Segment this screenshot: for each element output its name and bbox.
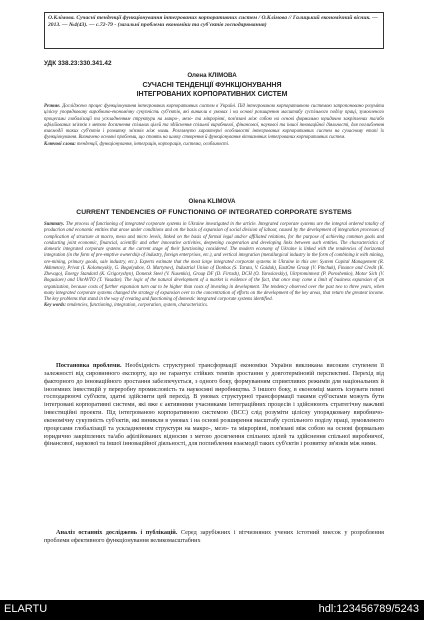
keywords-ua-text: тенденції, функціонування, інтеграція, корпорація, система, особливості. — [77, 141, 230, 147]
repository-name: ELARTU — [4, 603, 48, 615]
paragraph-problem-label: Постановка проблеми. — [56, 362, 122, 369]
abstract-en — [44, 222, 384, 310]
abstract-en-text: The process of functioning of integrated corporate systems in Ukraine investigated in the article. Integrated corporate systems are the integral ordered totality of production and economic entities that arose under conditions and on the basis of expansion of social division of labour, caused by the development of integration processes of complication of structure at macro, meso and micro levels, linked on the basis of formal legal and/or affiliated relations, for the purpose of achieving common goals and conducting joint economic, financial, scientific and other innovative activities, deepening cooperation and developing links between such entities. The characteristics of domestic integrated corporate systems at the current stage of their functioning considered. The modern economy of Ukraine is linked with the tendencies of horizontal integration (in the form of pre-emptive ownership of industry, foreign enterprises, etc.), and vertical integration (metallurgical industry in the form of combining it with mining, ore-mining, primary goods, sale industry, etc.). Experts estimate that the most large integrated corporate systems in Ukraine in this are: System Capital Management (R. Akhmetov), Privat (I. Kolomoyskiy, G. Bogolyubov, O. Martynov), Industrial Union of Donbas (S. Taruta, V. Gaiduk), EastOne Group (V. Pinchuk), Finance and Credit (K. Zhevago), Energy Standard (K. Grigoryshyn), Donetsk Steel (V. Nusenkis), Group DF (D. Firtash), DCH (O. Yaroslavskiy), Ukrpromimvest (P. Poroshenko), Motor Sich (V. Boguslaev) and UkrAVTO (T. Vasadze). The logic of the natural development of a market is evidence of the fact, that once may come a limit of business expansion of an organization, because costs of further expansion turn out to be higher than costs of investing in development. The tendency observed over the past two to three years, when many integrated corporate systems changed the strategy of expansion over to the concentration of efforts on the development of the key areas, that return the greatest income. The key problems that stand in the way of creating and functioning of domestic integrated corporate systems identified. — [44, 222, 384, 302]
paragraph-problem-text: Необхідність структурної трансформації економіки України викликана високим ступенем її залежності від сировинного експорту, що не гарантує стійких темпів зростання у довготерміновій перспективі. Перехід від факторного до інноваційного зростання забезпечується, з одного боку, формуванням сприятливих режимів для національних й іноземних інвестицій у переробну промисловість та наукоємні виробництва. З іншого боку, в економіці мають існувати певні господарюючі суб'єкти, здатні здійснити цей перехід. В умовах структурної трансформації такими суб'єктами можуть бути інтегровані корпоративні системи, які вже є активними учасниками інтеграційних процесів і здійснюють стратегічну важливі інвестиційні проекти. Під інтегрованою корпоративною системою (ВСС) слід розуміти цілісну упорядковану виробничо-економічну сукупність суб'єктів, які виникли в умовах і на основі розширення масштабу суспільного поділу праці, зумовленого процесами глобалізації та ускладненням структури на макро-, мезо- та мікрорівні, пов'язані між собою на основі формально юридично закріплених та/або афілійованих відносин з метою досягнення спільних цілей та здійснення спільної виробничої, фінансової, наукової та іншої інноваційної діяльності, для поглиблення взаємодії таких суб'єктів і розвитку зв'язків між ними. — [44, 362, 384, 448]
paragraph-analysis — [44, 529, 384, 545]
abstract-ua-text: Досліджено процес функціонування інтегрованих корпоративних систем в Україні. Під інтегрованою корпоративною системою запропоновано розуміти цілісну упорядковану виробничо-економічну сукупність суб'єктів, які виникли в умовах і на основі розширення масштабу суспільного поділу праці, зумовленого процесами глобалізації та ускладненням структури на макро-, мезо- та мікрорівні, пов'язані між собою на основі формально юридично закріплених та/або афілійованих зв'язків з метою досягнення спільних цілей та здійснення спільної виробничої, фінансової, наукової та іншої інноваційної діяльності, для поглиблення взаємодії таких суб'єктів і розвитку зв'язків між ними. Розглянуто характерні особливості інтегрованих корпоративних систем на сучасному етапі їх функціонування. Визначено основні проблеми, що стоять на шляху створення й функціонування вітчизняних інтегрованих корпоративних систем. — [44, 104, 384, 141]
paragraph-analysis-text: Серед зарубіжних і вітчизняних учених істотний внесок у розроблення проблеми ефективного функціонування великомасштабних — [44, 529, 384, 544]
abstract-ua — [44, 104, 384, 148]
citation-box — [44, 12, 384, 49]
paragraph-problem — [44, 362, 384, 448]
abstract-ua-label: Резюме. — [44, 104, 61, 109]
title-en: CURRENT TENDENCIES OF FUNCTIONING OF INTEGRATED CORPORATE SYSTEMS — [76, 209, 352, 216]
handle-id: hdl:123456789/5243 — [318, 603, 419, 615]
citation-text: О.Клімова. Сучасні тенденції функціонування інтегрованих корпоративних систем / О.Клімова // Галицький економічний вісник. — 2013. — №4(43). — с.72-79 - (загальні проблеми економіки та суб'єктів господарювання) — [48, 15, 378, 28]
title-ua-line1: СУЧАСНІ ТЕНДЕНЦІЇ ФУНКЦІОНУВАННЯ — [142, 82, 282, 89]
title-ua-line2: ІНТЕГРОВАНИХ КОРПОРАТИВНИХ СИСТЕМ — [136, 91, 288, 98]
keywords-en-text: tendencies, functioning, integration, corporation, system, characteristics. — [67, 303, 209, 309]
paragraph-analysis-label: Аналіз останніх досліджень і публікацій. — [56, 529, 178, 536]
author-en: Olena KLIMOVA — [188, 198, 236, 205]
udk-code: УДК 338.23:330.341.42 — [44, 60, 112, 67]
abstract-en-label: Summary. — [44, 222, 65, 227]
status-bar — [0, 600, 424, 620]
author-ua: Олена КЛІМОВА — [187, 72, 237, 79]
keywords-en-label: Key words: — [44, 303, 66, 309]
keywords-ua-label: Ключові слова: — [44, 141, 76, 147]
